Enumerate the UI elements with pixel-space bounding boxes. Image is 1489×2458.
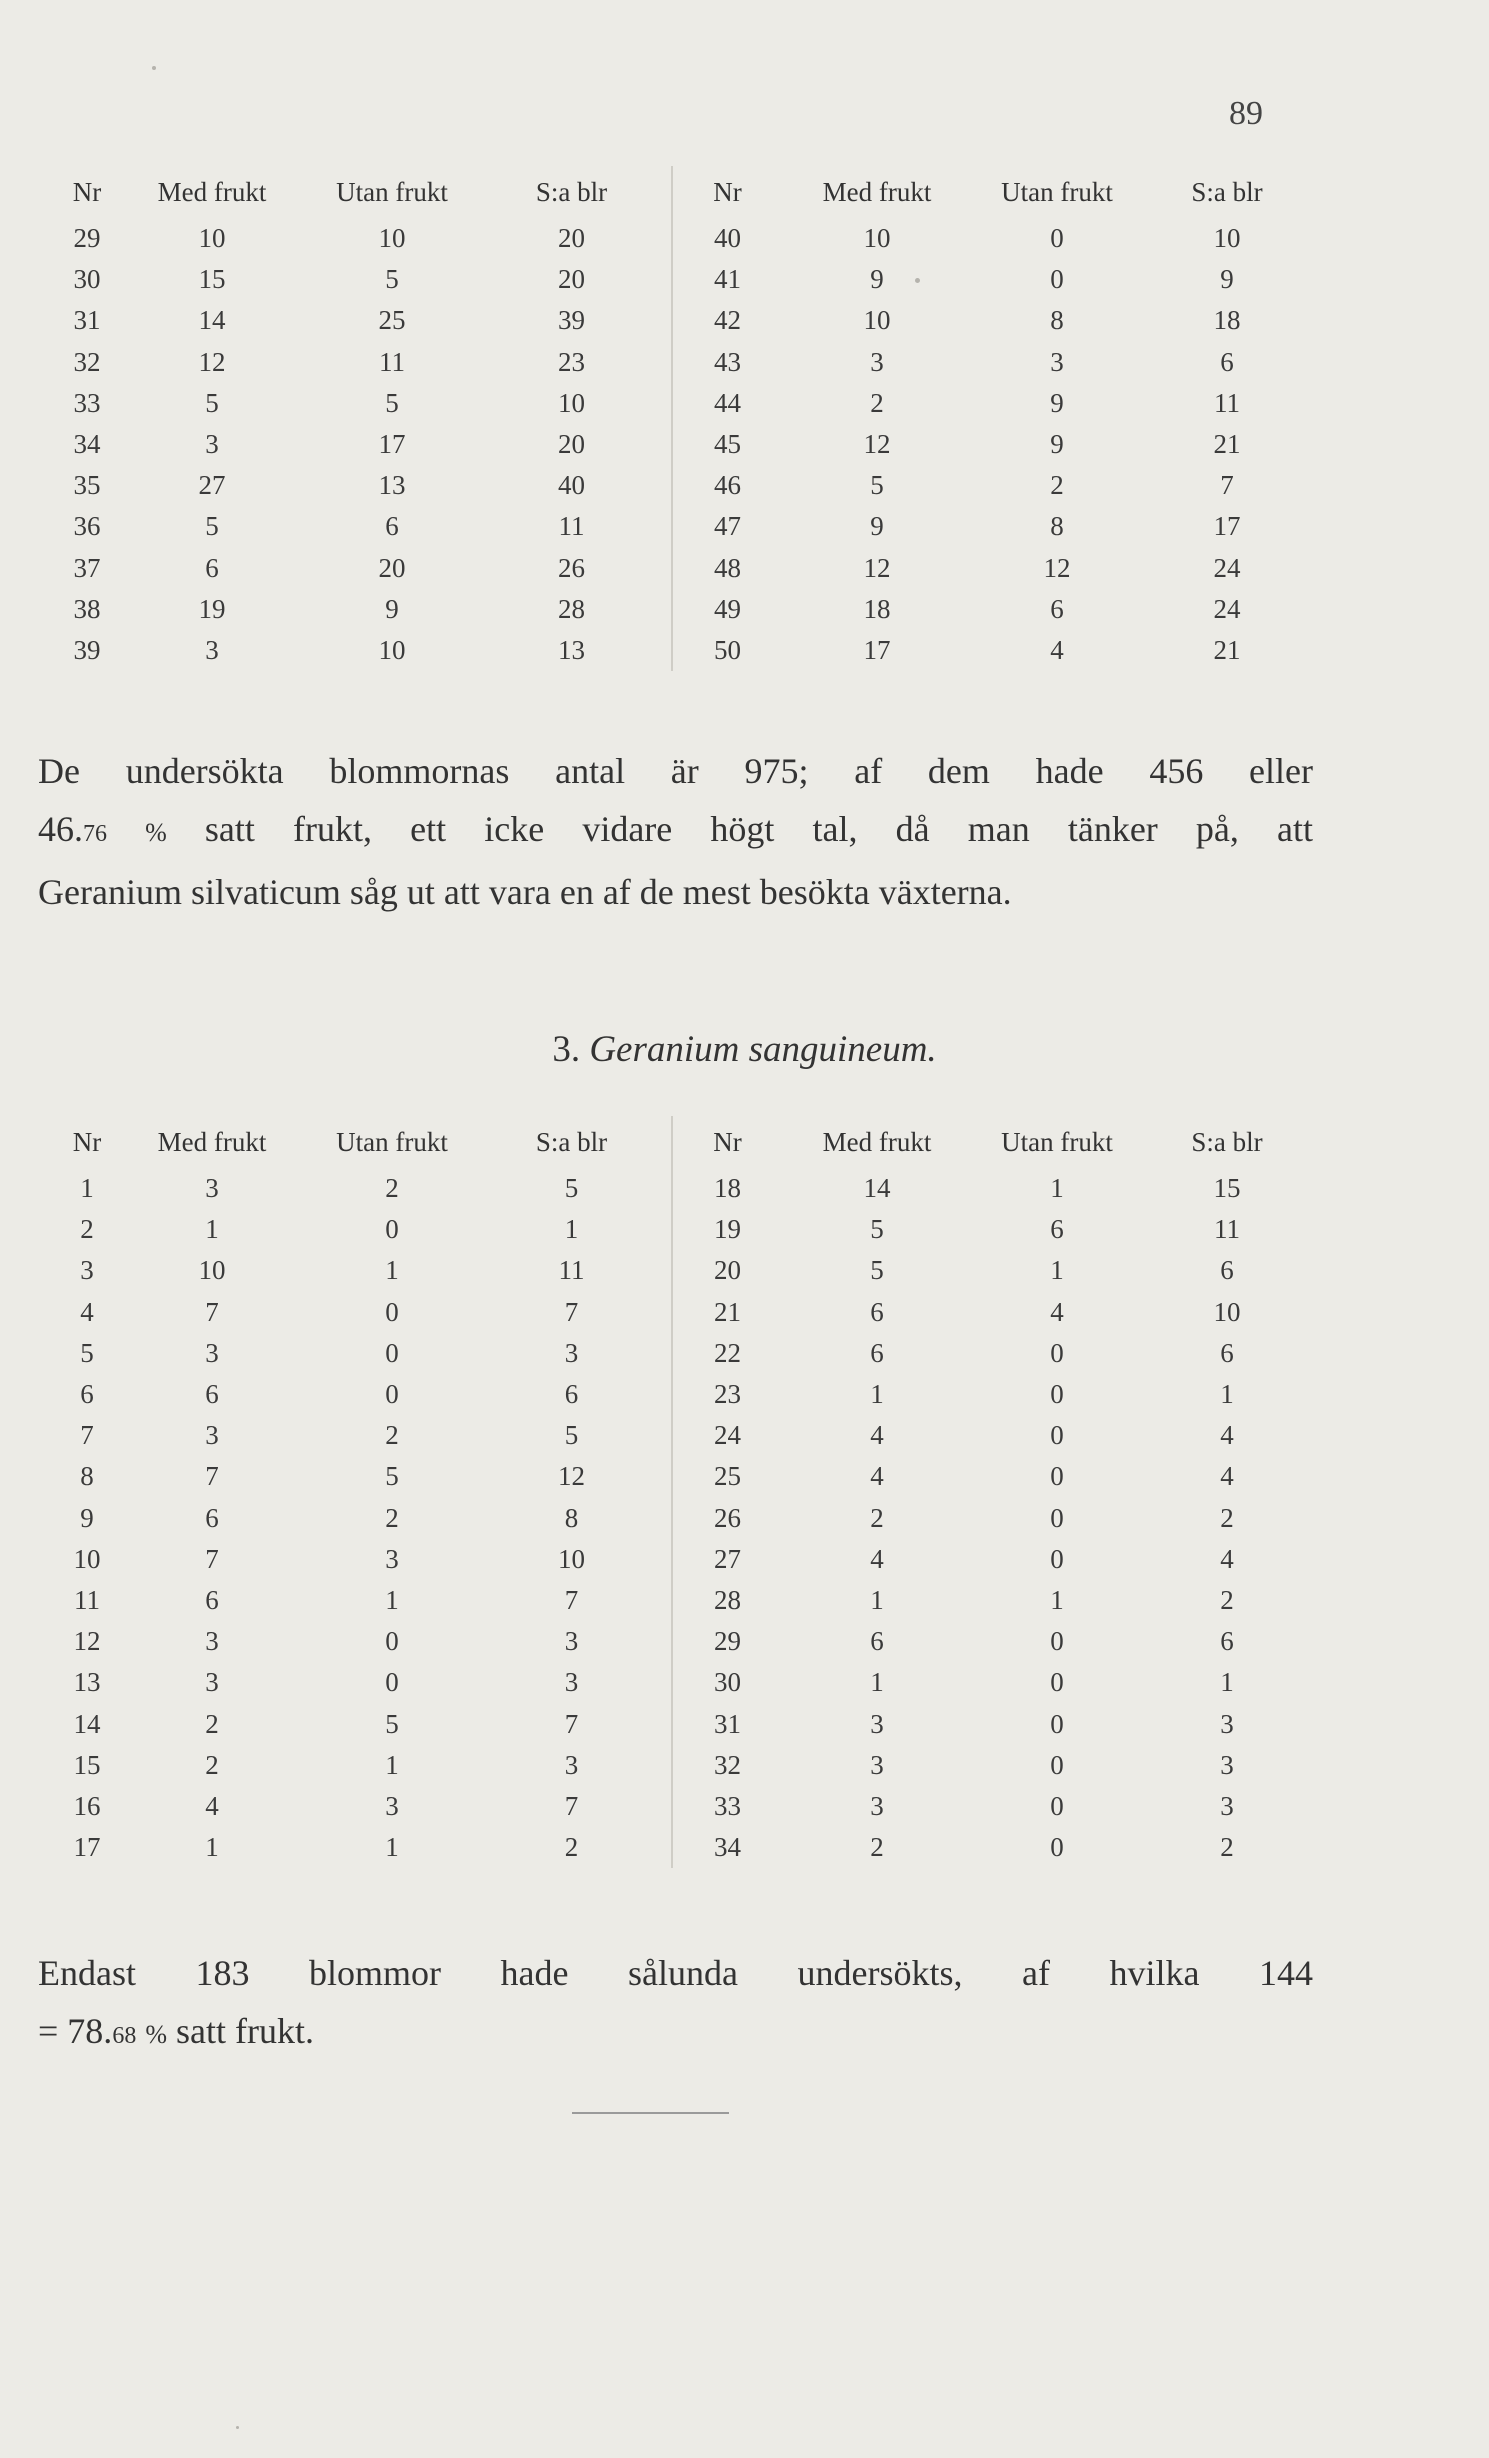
cell-utan-frukt: 1	[1050, 1255, 1064, 1286]
cell-nr: 45	[672, 424, 782, 465]
cell-med-frukt: 14	[863, 1173, 891, 1204]
cell-nr: 40	[672, 218, 782, 259]
cell-sa-blr: 6	[1220, 346, 1234, 377]
cell-sa-blr: 20	[558, 223, 585, 254]
cell-sa-blr: 1	[564, 1214, 579, 1245]
cell-med-frukt: 6	[870, 1296, 884, 1327]
cell-med-frukt: 1	[870, 1584, 884, 1615]
cell-utan-frukt: 6	[385, 511, 399, 542]
cell-nr: 30	[672, 1662, 782, 1703]
cell-sa-blr: 23	[558, 346, 585, 377]
cell-utan-frukt: 2	[385, 1420, 399, 1451]
cell-utan-frukt: 0	[1050, 1502, 1064, 1533]
cell-utan-frukt: 0	[385, 1667, 399, 1698]
table-row	[62, 630, 1312, 671]
cell-med-frukt: 4	[870, 1543, 884, 1574]
cell-med-frukt: 2	[870, 1502, 884, 1533]
cell-nr: 42	[672, 300, 782, 341]
cell-nr: 27	[672, 1539, 782, 1580]
cell-sa-blr: 8	[564, 1502, 579, 1533]
cell-sa-blr: 11	[558, 511, 585, 542]
paragraph-line: Endast 183 blommor hade sålunda undersökts, af hvilka 144	[38, 1953, 1313, 1993]
cell-utan-frukt: 0	[1050, 264, 1064, 295]
cell-nr: 32	[73, 346, 101, 377]
table-row	[62, 1621, 1312, 1662]
cell-med-frukt: 3	[870, 1790, 884, 1821]
cell-nr: 23	[672, 1374, 782, 1415]
table-row	[62, 1292, 1312, 1333]
cell-med-frukt: 5	[870, 470, 884, 501]
cell-med-frukt: 6	[205, 1584, 219, 1615]
cell-sa-blr: 6	[1220, 1337, 1234, 1368]
cell-nr: 10	[73, 1543, 101, 1574]
percent-value: 46.76	[38, 809, 107, 849]
cell-utan-frukt: 20	[378, 552, 406, 583]
cell-utan-frukt: 10	[378, 634, 406, 665]
table-row	[62, 1415, 1312, 1456]
cell-nr: 8	[80, 1461, 94, 1492]
cell-med-frukt: 12	[863, 429, 891, 460]
cell-utan-frukt: 0	[1050, 223, 1064, 254]
cell-utan-frukt: 0	[1050, 1543, 1064, 1574]
cell-sa-blr: 10	[1213, 1296, 1241, 1327]
header-med-frukt: Med frukt	[157, 1126, 267, 1157]
cell-nr: 33	[73, 387, 101, 418]
cell-nr: 31	[672, 1703, 782, 1744]
cell-sa-blr: 1	[1220, 1667, 1234, 1698]
cell-sa-blr: 28	[558, 593, 585, 624]
cell-med-frukt: 6	[870, 1626, 884, 1657]
cell-med-frukt: 10	[198, 223, 226, 254]
percent-sign: %	[145, 818, 167, 847]
cell-utan-frukt: 5	[385, 1461, 399, 1492]
cell-nr: 15	[73, 1749, 101, 1780]
cell-med-frukt: 1	[205, 1214, 219, 1245]
cell-utan-frukt: 6	[1050, 1214, 1064, 1245]
cell-nr: 32	[672, 1745, 782, 1786]
cell-nr: 47	[672, 506, 782, 547]
section-divider	[572, 2112, 729, 2114]
table-row	[62, 424, 1312, 465]
table-row	[62, 1456, 1312, 1497]
cell-med-frukt: 3	[205, 1667, 219, 1698]
cell-sa-blr: 13	[558, 634, 585, 665]
cell-utan-frukt: 9	[385, 593, 399, 624]
cell-nr: 5	[80, 1337, 94, 1368]
table-row	[62, 1168, 1312, 1209]
cell-nr: 17	[73, 1832, 101, 1863]
cell-utan-frukt: 0	[1050, 1379, 1064, 1410]
cell-nr: 11	[74, 1584, 100, 1615]
cell-med-frukt: 2	[870, 1832, 884, 1863]
cell-utan-frukt: 8	[1050, 305, 1064, 336]
cell-nr: 2	[80, 1214, 94, 1245]
cell-nr: 34	[672, 1827, 782, 1868]
cell-sa-blr: 3	[564, 1667, 579, 1698]
cell-med-frukt: 3	[205, 634, 219, 665]
cell-nr: 9	[80, 1502, 94, 1533]
cell-med-frukt: 7	[205, 1543, 219, 1574]
cell-utan-frukt: 0	[1050, 1420, 1064, 1451]
cell-med-frukt: 12	[863, 552, 891, 583]
cell-med-frukt: 4	[205, 1790, 219, 1821]
cell-nr: 46	[672, 465, 782, 506]
paper-speck	[915, 278, 920, 283]
header-med-frukt: Med frukt	[157, 176, 267, 207]
cell-med-frukt: 6	[205, 1379, 219, 1410]
header-nr: Nr	[72, 1126, 102, 1157]
table-row	[62, 1209, 1312, 1250]
cell-utan-frukt: 13	[378, 470, 406, 501]
cell-nr: 16	[73, 1790, 101, 1821]
cell-nr: 35	[73, 470, 101, 501]
table-row	[62, 1250, 1312, 1291]
header-med-frukt: Med frukt	[822, 1126, 932, 1157]
cell-utan-frukt: 25	[378, 305, 406, 336]
cell-med-frukt: 1	[870, 1379, 884, 1410]
cell-nr: 7	[80, 1420, 94, 1451]
table-row	[62, 1539, 1312, 1580]
cell-utan-frukt: 0	[1050, 1626, 1064, 1657]
cell-utan-frukt: 4	[1050, 1296, 1064, 1327]
cell-med-frukt: 6	[205, 1502, 219, 1533]
paper-speck	[236, 2426, 239, 2429]
paragraph-results-silvaticum	[38, 742, 1313, 921]
cell-sa-blr: 26	[558, 552, 585, 583]
cell-utan-frukt: 2	[385, 1502, 399, 1533]
cell-utan-frukt: 3	[385, 1543, 399, 1574]
cell-sa-blr: 11	[1214, 1214, 1240, 1245]
cell-nr: 34	[73, 429, 101, 460]
cell-utan-frukt: 9	[1050, 387, 1064, 418]
cell-utan-frukt: 0	[1050, 1337, 1064, 1368]
table-row	[62, 1374, 1312, 1415]
cell-med-frukt: 2	[205, 1708, 219, 1739]
cell-sa-blr: 18	[1213, 305, 1241, 336]
cell-utan-frukt: 1	[385, 1584, 399, 1615]
cell-sa-blr: 2	[1220, 1832, 1234, 1863]
cell-sa-blr: 1	[1220, 1379, 1234, 1410]
cell-utan-frukt: 0	[385, 1626, 399, 1657]
cell-utan-frukt: 10	[378, 223, 406, 254]
cell-utan-frukt: 2	[385, 1173, 399, 1204]
header-sa-blr: S:a blr	[535, 1126, 608, 1157]
table-row	[62, 589, 1312, 630]
cell-sa-blr: 3	[1220, 1790, 1234, 1821]
cell-nr: 13	[73, 1667, 101, 1698]
cell-med-frukt: 10	[198, 1255, 226, 1286]
cell-sa-blr: 10	[1213, 223, 1241, 254]
cell-sa-blr: 24	[1213, 552, 1241, 583]
cell-utan-frukt: 5	[385, 264, 399, 295]
cell-med-frukt: 17	[863, 634, 891, 665]
cell-utan-frukt: 0	[1050, 1461, 1064, 1492]
cell-sa-blr: 7	[1220, 470, 1234, 501]
cell-nr: 26	[672, 1498, 782, 1539]
cell-sa-blr: 9	[1220, 264, 1234, 295]
cell-med-frukt: 2	[205, 1749, 219, 1780]
table-row	[62, 300, 1312, 341]
paragraph-line: 46.76 % satt frukt, ett icke vidare högt tal, då man tänker på, att	[38, 809, 1313, 849]
header-med-frukt: Med frukt	[822, 176, 932, 207]
cell-sa-blr: 7	[564, 1296, 579, 1327]
table-geranium-silvaticum	[62, 166, 1312, 671]
cell-utan-frukt: 12	[1043, 552, 1071, 583]
cell-utan-frukt: 3	[1050, 346, 1064, 377]
cell-sa-blr: 21	[1213, 429, 1241, 460]
cell-utan-frukt: 2	[1050, 470, 1064, 501]
paper-speck	[152, 66, 156, 70]
cell-med-frukt: 6	[870, 1337, 884, 1368]
cell-med-frukt: 3	[205, 1626, 219, 1657]
cell-sa-blr: 7	[564, 1584, 579, 1615]
cell-nr: 22	[672, 1333, 782, 1374]
cell-med-frukt: 14	[198, 305, 226, 336]
table-row	[62, 1745, 1312, 1786]
cell-nr: 4	[80, 1296, 94, 1327]
cell-sa-blr: 3	[564, 1337, 579, 1368]
cell-utan-frukt: 17	[378, 429, 406, 460]
cell-nr: 3	[80, 1255, 94, 1286]
cell-sa-blr: 2	[1220, 1584, 1234, 1615]
cell-med-frukt: 4	[870, 1420, 884, 1451]
cell-utan-frukt: 0	[385, 1379, 399, 1410]
cell-sa-blr: 7	[564, 1790, 579, 1821]
cell-utan-frukt: 8	[1050, 511, 1064, 542]
cell-nr: 38	[73, 593, 101, 624]
header-nr: Nr	[672, 1116, 782, 1168]
cell-nr: 29	[73, 223, 101, 254]
cell-nr: 31	[73, 305, 101, 336]
cell-nr: 14	[73, 1708, 101, 1739]
cell-nr: 24	[672, 1415, 782, 1456]
paragraph-line: Geranium silvaticum såg ut att vara en af de mest besökta växterna.	[38, 872, 1012, 912]
cell-sa-blr: 39	[558, 305, 585, 336]
header-nr: Nr	[72, 176, 102, 207]
table-row	[62, 218, 1312, 259]
cell-nr: 30	[73, 264, 101, 295]
cell-utan-frukt: 6	[1050, 593, 1064, 624]
cell-utan-frukt: 4	[1050, 634, 1064, 665]
cell-nr: 44	[672, 383, 782, 424]
cell-sa-blr: 5	[564, 1420, 579, 1451]
cell-nr: 43	[672, 342, 782, 383]
cell-sa-blr: 4	[1220, 1461, 1234, 1492]
cell-nr: 49	[672, 589, 782, 630]
cell-nr: 48	[672, 548, 782, 589]
cell-utan-frukt: 0	[1050, 1667, 1064, 1698]
cell-med-frukt: 12	[198, 346, 226, 377]
cell-sa-blr: 20	[558, 264, 585, 295]
cell-utan-frukt: 0	[385, 1296, 399, 1327]
cell-med-frukt: 1	[870, 1667, 884, 1698]
cell-nr: 37	[73, 552, 101, 583]
cell-med-frukt: 3	[205, 1420, 219, 1451]
cell-med-frukt: 3	[870, 1749, 884, 1780]
cell-med-frukt: 3	[205, 1173, 219, 1204]
cell-med-frukt: 4	[870, 1461, 884, 1492]
cell-med-frukt: 1	[205, 1832, 219, 1863]
table-row	[62, 1827, 1312, 1868]
cell-nr: 50	[672, 630, 782, 671]
cell-sa-blr: 21	[1213, 634, 1241, 665]
cell-utan-frukt: 9	[1050, 429, 1064, 460]
paragraph-line: = 78.68 % satt frukt.	[38, 2011, 314, 2051]
cell-sa-blr: 3	[1220, 1749, 1234, 1780]
cell-sa-blr: 4	[1220, 1543, 1234, 1574]
cell-utan-frukt: 0	[1050, 1708, 1064, 1739]
cell-nr: 25	[672, 1456, 782, 1497]
cell-nr: 12	[73, 1626, 101, 1657]
header-utan-frukt: Utan frukt	[336, 1126, 448, 1157]
cell-utan-frukt: 1	[385, 1255, 399, 1286]
cell-med-frukt: 7	[205, 1461, 219, 1492]
cell-med-frukt: 9	[870, 264, 884, 295]
cell-sa-blr: 3	[564, 1749, 579, 1780]
cell-med-frukt: 10	[863, 223, 891, 254]
table-row	[62, 1662, 1312, 1703]
header-nr: Nr	[672, 166, 782, 218]
cell-med-frukt: 15	[198, 264, 226, 295]
table-body	[62, 218, 1312, 671]
cell-utan-frukt: 5	[385, 387, 399, 418]
section-heading	[0, 1028, 1489, 1071]
cell-med-frukt: 3	[205, 1337, 219, 1368]
cell-med-frukt: 5	[205, 511, 219, 542]
cell-sa-blr: 10	[558, 1543, 585, 1574]
cell-sa-blr: 17	[1213, 511, 1241, 542]
cell-sa-blr: 24	[1213, 593, 1241, 624]
table-row	[62, 1333, 1312, 1374]
cell-sa-blr: 2	[564, 1832, 579, 1863]
cell-nr: 36	[73, 511, 101, 542]
cell-sa-blr: 2	[1220, 1502, 1234, 1533]
cell-utan-frukt: 0	[385, 1337, 399, 1368]
cell-nr: 18	[672, 1168, 782, 1209]
cell-nr: 28	[672, 1580, 782, 1621]
cell-utan-frukt: 1	[385, 1749, 399, 1780]
table-row	[62, 1786, 1312, 1827]
header-utan-frukt: Utan frukt	[1001, 176, 1113, 207]
cell-nr: 6	[80, 1379, 94, 1410]
cell-nr: 21	[672, 1292, 782, 1333]
cell-utan-frukt: 1	[1050, 1584, 1064, 1615]
cell-sa-blr: 4	[1220, 1420, 1234, 1451]
cell-med-frukt: 7	[205, 1296, 219, 1327]
cell-med-frukt: 19	[198, 593, 226, 624]
cell-utan-frukt: 0	[1050, 1832, 1064, 1863]
cell-med-frukt: 18	[863, 593, 891, 624]
cell-nr: 29	[672, 1621, 782, 1662]
header-sa-blr: S:a blr	[1191, 176, 1263, 207]
cell-nr: 1	[80, 1173, 94, 1204]
cell-nr: 33	[672, 1786, 782, 1827]
cell-sa-blr: 12	[558, 1461, 585, 1492]
page-number: 89	[1229, 95, 1263, 132]
cell-sa-blr: 10	[558, 387, 585, 418]
cell-sa-blr: 11	[558, 1255, 585, 1286]
cell-nr: 39	[73, 634, 101, 665]
cell-sa-blr: 20	[558, 429, 585, 460]
cell-sa-blr: 15	[1213, 1173, 1241, 1204]
cell-sa-blr: 11	[1214, 387, 1240, 418]
paragraph-results-sanguineum	[38, 1944, 1313, 2065]
section-number: 3.	[552, 1029, 581, 1070]
cell-sa-blr: 6	[1220, 1626, 1234, 1657]
cell-utan-frukt: 3	[385, 1790, 399, 1821]
header-utan-frukt: Utan frukt	[1001, 1126, 1113, 1157]
cell-med-frukt: 5	[870, 1214, 884, 1245]
cell-med-frukt: 5	[205, 387, 219, 418]
cell-nr: 19	[672, 1209, 782, 1250]
cell-utan-frukt: 1	[1050, 1173, 1064, 1204]
cell-med-frukt: 3	[870, 1708, 884, 1739]
table-row	[62, 1703, 1312, 1744]
cell-utan-frukt: 0	[1050, 1790, 1064, 1821]
cell-utan-frukt: 1	[385, 1832, 399, 1863]
cell-sa-blr: 7	[564, 1708, 579, 1739]
cell-sa-blr: 5	[564, 1173, 579, 1204]
cell-sa-blr: 3	[564, 1626, 579, 1657]
cell-sa-blr: 40	[558, 470, 585, 501]
table-row	[62, 259, 1312, 300]
table-row	[62, 506, 1312, 547]
percent-sign: %	[145, 2020, 167, 2049]
table-body	[62, 1168, 1312, 1868]
species-name: Geranium sanguineum.	[589, 1029, 937, 1070]
cell-nr: 41	[672, 259, 782, 300]
cell-med-frukt: 6	[205, 552, 219, 583]
table-row	[62, 383, 1312, 424]
cell-utan-frukt: 11	[379, 346, 405, 377]
cell-nr: 20	[672, 1250, 782, 1291]
table-row	[62, 1580, 1312, 1621]
cell-med-frukt: 9	[870, 511, 884, 542]
header-utan-frukt: Utan frukt	[336, 176, 448, 207]
table-header-row	[62, 1116, 1312, 1168]
cell-med-frukt: 2	[870, 387, 884, 418]
table-row	[62, 548, 1312, 589]
paragraph-line: De undersökta blommornas antal är 975; af dem hade 456 eller	[38, 751, 1313, 791]
cell-sa-blr: 3	[1220, 1708, 1234, 1739]
cell-med-frukt: 3	[870, 346, 884, 377]
cell-med-frukt: 27	[198, 470, 226, 501]
table-header-row	[62, 166, 1312, 218]
cell-med-frukt: 3	[205, 429, 219, 460]
header-sa-blr: S:a blr	[1191, 1126, 1263, 1157]
cell-utan-frukt: 5	[385, 1708, 399, 1739]
table-row	[62, 465, 1312, 506]
cell-sa-blr: 6	[564, 1379, 579, 1410]
cell-med-frukt: 10	[863, 305, 891, 336]
cell-utan-frukt: 0	[1050, 1749, 1064, 1780]
header-sa-blr: S:a blr	[535, 176, 608, 207]
cell-med-frukt: 5	[870, 1255, 884, 1286]
table-row	[62, 1498, 1312, 1539]
cell-sa-blr: 6	[1220, 1255, 1234, 1286]
table-geranium-sanguineum	[62, 1116, 1312, 1868]
cell-utan-frukt: 0	[385, 1214, 399, 1245]
table-row	[62, 342, 1312, 383]
